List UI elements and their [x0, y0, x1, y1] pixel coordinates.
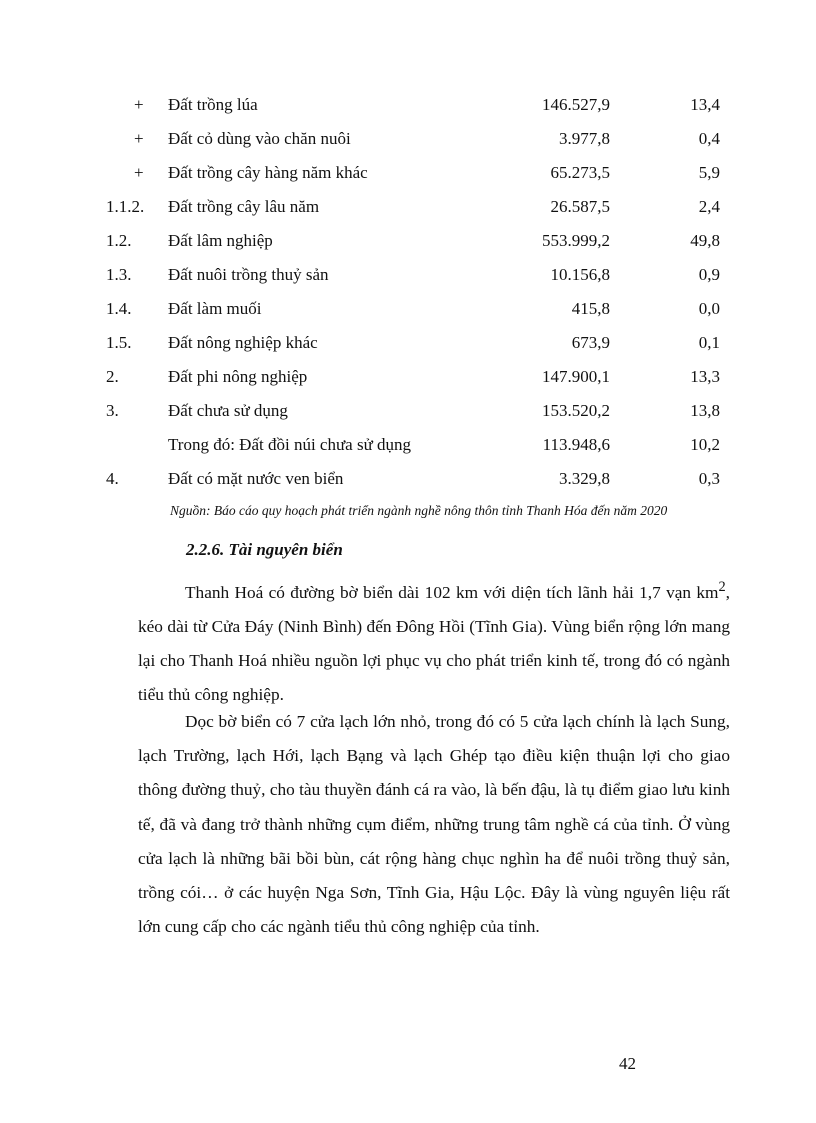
row-percent: 49,8: [690, 231, 720, 250]
row-land-type: Đất có mặt nước ven biển: [168, 469, 344, 488]
row-percent: 0,4: [698, 129, 720, 148]
row-number: 1.2.: [106, 231, 132, 250]
row-area: 65.273,5: [550, 163, 610, 182]
row-number: 1.4.: [106, 299, 132, 318]
row-number: 1.5.: [106, 333, 132, 352]
row-percent: 0,9: [698, 265, 720, 284]
table-row: [100, 190, 740, 224]
land-use-table: [100, 88, 740, 496]
table-source-note: Nguồn: Báo cáo quy hoạch phát triển ngành nghề nông thôn tỉnh Thanh Hóa đến năm 2020: [170, 503, 668, 518]
row-number: 1.1.2.: [106, 197, 145, 216]
row-percent: 0,0: [698, 299, 720, 318]
row-area: 673,9: [571, 333, 610, 352]
superscript: 2: [718, 579, 726, 595]
row-number: +: [134, 163, 144, 182]
row-area: 153.520,2: [542, 401, 610, 420]
table-row: [100, 292, 740, 326]
row-land-type: Đất nông nghiệp khác: [168, 333, 318, 352]
row-area: 3.329,8: [559, 469, 610, 488]
row-area: 147.900,1: [542, 367, 610, 386]
row-number: +: [134, 129, 144, 148]
table-row: [100, 258, 740, 292]
paragraph-text: Thanh Hoá có đường bờ biển dài 102 km với diện tích lãnh hải 1,7 vạn km: [185, 582, 719, 602]
row-percent: 0,3: [698, 469, 720, 488]
row-number: 1.3.: [106, 265, 132, 284]
row-percent: 10,2: [690, 435, 720, 454]
row-area: 10.156,8: [550, 265, 610, 284]
row-percent: 0,1: [698, 333, 720, 352]
paragraph-estuaries: Dọc bờ biển có 7 cửa lạch lớn nhỏ, trong đó có 5 cửa lạch chính là lạch Sung, lạch Trường, lạch Hới, lạch Bạng và lạch Ghép tạo điều kiện thuận lợi cho giao thông đường thuỷ, cho tàu thuyền đánh cá ra vào, là bến đậu, là tụ điểm giao lưu kinh tế, đã và đang trở thành những cụm điểm, những trung tâm nghề cá của tỉnh. Ở vùng cửa lạch là những bãi bồi bùn, cát rộng hàng chục nghìn ha để nuôi trồng thuỷ sản, trồng cói… ở các huyện Nga Sơn, Tĩnh Gia, Hậu Lộc. Đây là vùng nguyên liệu rất lớn cung cấp cho các ngành tiểu thủ công nghiệp của tỉnh.: [138, 712, 730, 937]
row-land-type: Đất phi nông nghiệp: [168, 367, 308, 386]
row-land-type: Đất nuôi trồng thuỷ sản: [168, 265, 329, 284]
table-row: [100, 88, 740, 122]
row-area: 113.948,6: [542, 435, 610, 454]
row-land-type: Đất lâm nghiệp: [168, 231, 273, 250]
row-land-type: Đất làm muối: [168, 299, 262, 318]
table-row: [100, 122, 740, 156]
page-number: 42: [619, 1054, 636, 1073]
row-area: 415,8: [571, 299, 610, 318]
row-area: 26.587,5: [550, 197, 610, 216]
table-row: [100, 428, 740, 462]
table-row: [100, 394, 740, 428]
table-row: [100, 462, 740, 496]
row-percent: 13,4: [690, 95, 720, 114]
table-row: [100, 360, 740, 394]
table-row: [100, 326, 740, 360]
section-heading: 2.2.6. Tài nguyên biển: [186, 540, 343, 559]
paragraph-text: , kéo dài từ Cửa Đáy (Ninh Bình) đến Đông Hồi (Tĩnh Gia). Vùng biển rộng lớn mang lại cho Thanh Hoá nhiều nguồn lợi phục vụ cho phát triển kinh tế, trong đó có ngành tiểu thủ công nghiệp.: [138, 582, 730, 705]
row-percent: 13,3: [690, 367, 720, 386]
paragraph-coastline: [138, 570, 730, 713]
table-row: [100, 156, 740, 190]
row-land-type: Đất trồng lúa: [168, 95, 258, 114]
row-percent: 2,4: [698, 197, 720, 216]
row-percent: 5,9: [698, 163, 720, 182]
row-land-type: Đất trồng cây lâu năm: [168, 197, 320, 216]
table-row: [100, 224, 740, 258]
row-percent: 13,8: [690, 401, 720, 420]
row-number: 2.: [106, 367, 119, 386]
row-number: +: [134, 95, 144, 114]
row-area: 146.527,9: [542, 95, 610, 114]
row-number: 4.: [106, 469, 119, 488]
row-land-type: Đất cỏ dùng vào chăn nuôi: [168, 129, 351, 148]
row-area: 3.977,8: [559, 129, 610, 148]
row-land-type: Đất chưa sử dụng: [168, 401, 288, 420]
row-land-type: Đất trồng cây hàng năm khác: [168, 163, 368, 182]
row-number: 3.: [106, 401, 119, 420]
row-land-type: Trong đó: Đất đồi núi chưa sử dụng: [168, 435, 412, 454]
row-area: 553.999,2: [542, 231, 610, 250]
